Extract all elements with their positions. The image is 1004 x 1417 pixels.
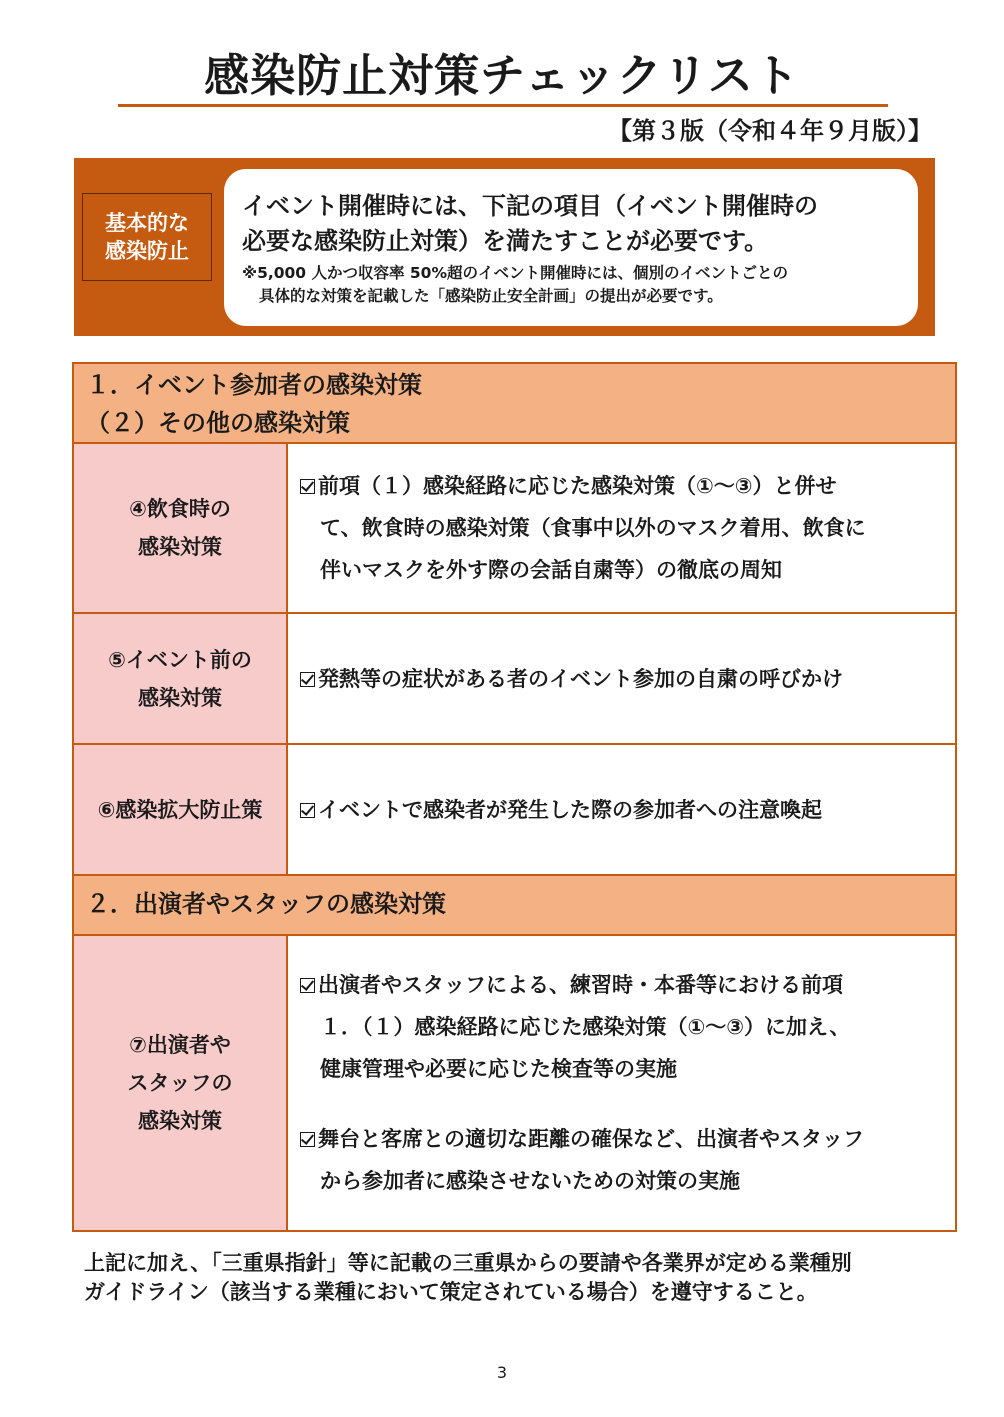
page-number: 3 — [496, 1363, 508, 1382]
table-row — [74, 745, 955, 876]
item-text: から参加者に感染させないための対策の実施 — [320, 1169, 740, 1193]
footer-line: 上記に加え、「三重県指針」等に記載の三重県からの要請や各業界が定める業種別 — [84, 1251, 852, 1275]
row-label-line: スタッフの — [127, 1071, 233, 1095]
checklist-item — [300, 465, 941, 591]
intro-card — [224, 169, 918, 326]
checklist-item — [300, 1118, 941, 1202]
row-label — [74, 444, 288, 612]
checklist-item — [300, 658, 941, 700]
table-row — [74, 444, 955, 614]
intro-main-line: 必要な感染防止対策）を満たすことが必要です。 — [242, 227, 769, 255]
row-label-line: ⑤イベント前の — [108, 647, 252, 672]
row-label-line: 感染対策 — [138, 685, 222, 710]
intro-label-line: 基本的な — [105, 211, 189, 235]
table-row — [74, 936, 955, 1230]
checkbox-checked-icon — [300, 1132, 315, 1147]
footer-note — [84, 1249, 964, 1307]
row-label-line: 感染対策 — [138, 535, 222, 559]
item-text: 伴いマスクを外す際の会話自粛等）の徹底の周知 — [320, 558, 782, 582]
title-underline — [118, 104, 888, 107]
item-text: て、飲食時の感染対策（食事中以外のマスク着用、飲食に — [320, 516, 866, 540]
row-label-line: ⑦出演者や — [129, 1033, 231, 1057]
page-title: 感染防止対策チェックリスト — [204, 49, 800, 102]
checklist-table — [72, 362, 957, 1232]
section-heading: ２．出演者やスタッフの感染対策 — [86, 890, 446, 918]
intro-main-text — [242, 189, 900, 259]
row-content — [288, 444, 955, 612]
section-2-header — [74, 876, 955, 936]
item-text: イベントで感染者が発生した際の参加者への注意喚起 — [318, 797, 822, 822]
item-text: 舞台と客席との適切な距離の確保など、出演者やスタッフ — [318, 1127, 864, 1151]
version-label: 【第３版（令和４年９月版）】 — [608, 117, 932, 145]
section-subheading: （２）その他の感染対策 — [86, 409, 350, 437]
checklist-item — [300, 789, 941, 831]
row-content — [288, 745, 955, 874]
intro-main-line: イベント開催時には、下記の項目（イベント開催時の — [242, 192, 818, 220]
intro-label-line: 感染防止 — [105, 239, 189, 263]
checkbox-checked-icon — [300, 803, 315, 818]
table-row — [74, 614, 955, 745]
intro-banner — [74, 158, 935, 336]
checkbox-checked-icon — [300, 672, 315, 687]
row-content — [288, 614, 955, 743]
intro-note-line: ※5,000 人かつ収容率 50%超のイベント開催時には、個別のイベントごとの — [242, 264, 788, 282]
row-label — [74, 745, 288, 874]
row-label-line: ⑥感染拡大防止策 — [97, 797, 263, 822]
intro-note — [242, 262, 900, 308]
item-text: 発熱等の症状がある者のイベント参加の自粛の呼びかけ — [318, 666, 843, 691]
item-text: 健康管理や必要に応じた検査等の実施 — [320, 1057, 677, 1081]
checkbox-checked-icon — [300, 479, 315, 494]
intro-note-line: 具体的な対策を記載した「感染防止安全計画」の提出が必要です。 — [259, 287, 723, 305]
footer-line: ガイドライン（該当する業種において策定されている場合）を遵守すること。 — [84, 1280, 818, 1304]
row-content — [288, 936, 955, 1230]
section-heading: １．イベント参加者の感染対策 — [86, 371, 422, 399]
row-label — [74, 614, 288, 743]
item-text: １．（１）感染経路に応じた感染対策（①～③）に加え、 — [320, 1015, 851, 1039]
section-1-header — [74, 364, 955, 444]
row-label-line: 感染対策 — [138, 1109, 222, 1133]
checkbox-checked-icon — [300, 978, 315, 993]
intro-label — [82, 193, 212, 281]
row-label — [74, 936, 288, 1230]
item-text: 前項（１）感染経路に応じた感染対策（①～③）と併せ — [318, 474, 837, 498]
row-label-line: ④飲食時の — [129, 497, 231, 521]
item-text: 出演者やスタッフによる、練習時・本番等における前項 — [318, 973, 843, 997]
checklist-item — [300, 964, 941, 1090]
